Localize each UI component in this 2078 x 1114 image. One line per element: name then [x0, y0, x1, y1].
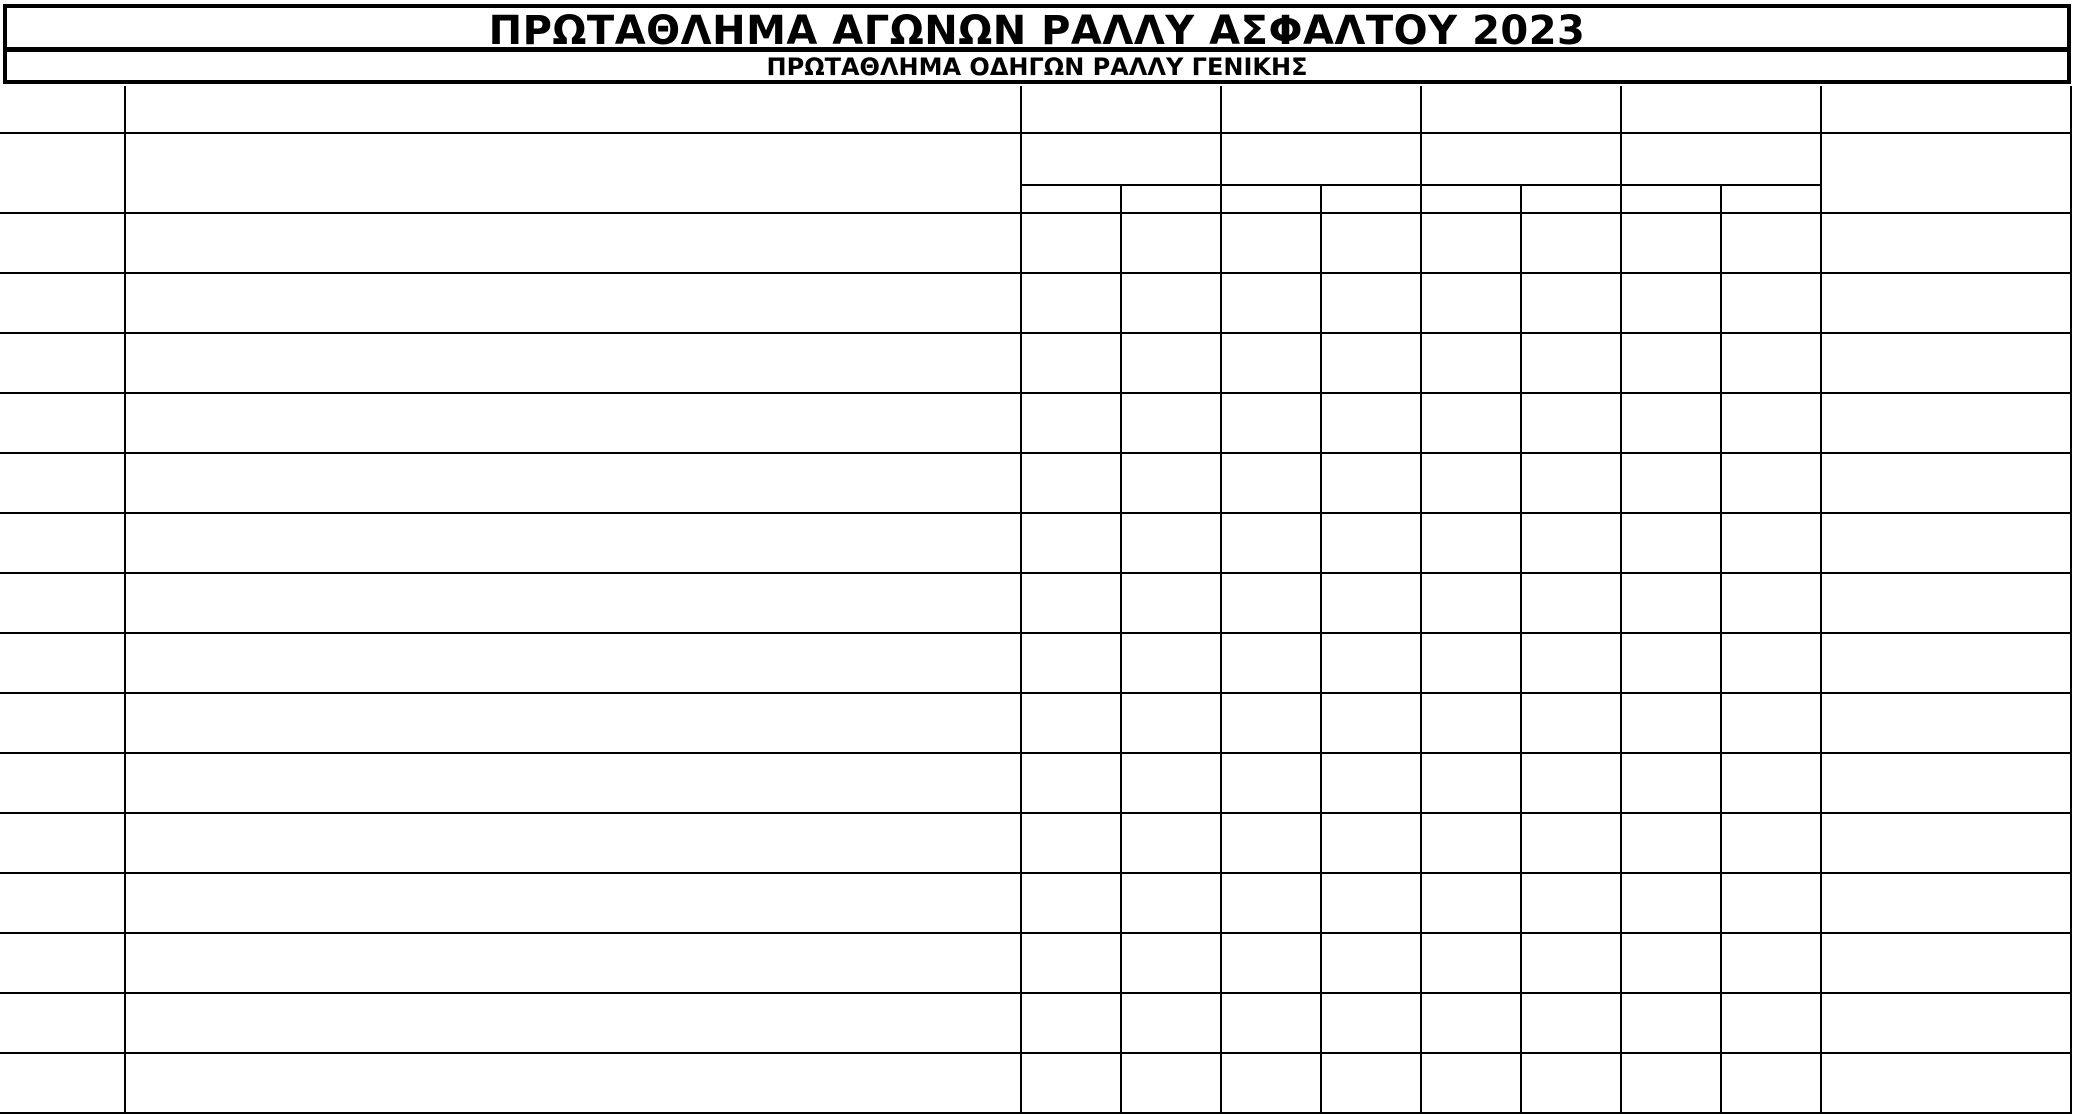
grid-hline: [1020, 184, 1820, 186]
row-divider: [0, 1052, 2070, 1054]
grid-hline: [0, 132, 2070, 134]
row-divider: [0, 452, 2070, 454]
grid-vline: [124, 86, 126, 1114]
grid-vline: [1220, 86, 1222, 1114]
grid-subline: [1720, 184, 1722, 1114]
grid-subline: [1320, 184, 1322, 1114]
grid-vline: [1620, 86, 1622, 1114]
grid-subline: [1520, 184, 1522, 1114]
row-divider: [0, 632, 2070, 634]
row-divider: [0, 872, 2070, 874]
row-divider: [0, 572, 2070, 574]
row-divider: [0, 692, 2070, 694]
grid-vline: [1420, 86, 1422, 1114]
row-divider: [0, 272, 2070, 274]
grid-vline: [2070, 86, 2072, 1114]
grid-hline: [0, 212, 2070, 214]
row-divider: [0, 932, 2070, 934]
grid-vline: [1020, 86, 1022, 1114]
row-divider: [0, 992, 2070, 994]
title-box: [3, 4, 2071, 84]
grid-subline: [1120, 184, 1122, 1114]
row-divider: [0, 392, 2070, 394]
row-divider: [0, 752, 2070, 754]
row-divider: [0, 812, 2070, 814]
page-subtitle: ΠΡΩΤΑΘΛΗΜΑ ΟΔΗΓΩΝ ΡΑΛΛΥ ΓΕΝΙΚΗΣ: [766, 53, 1308, 81]
grid-vline: [1820, 86, 1822, 1114]
page-title: ΠΡΩΤΑΘΛΗΜΑ ΑΓΩΝΩΝ ΡΑΛΛΥ ΑΣΦΑΛΤΟΥ 2023: [7, 8, 2067, 52]
row-divider: [0, 512, 2070, 514]
row-divider: [0, 332, 2070, 334]
